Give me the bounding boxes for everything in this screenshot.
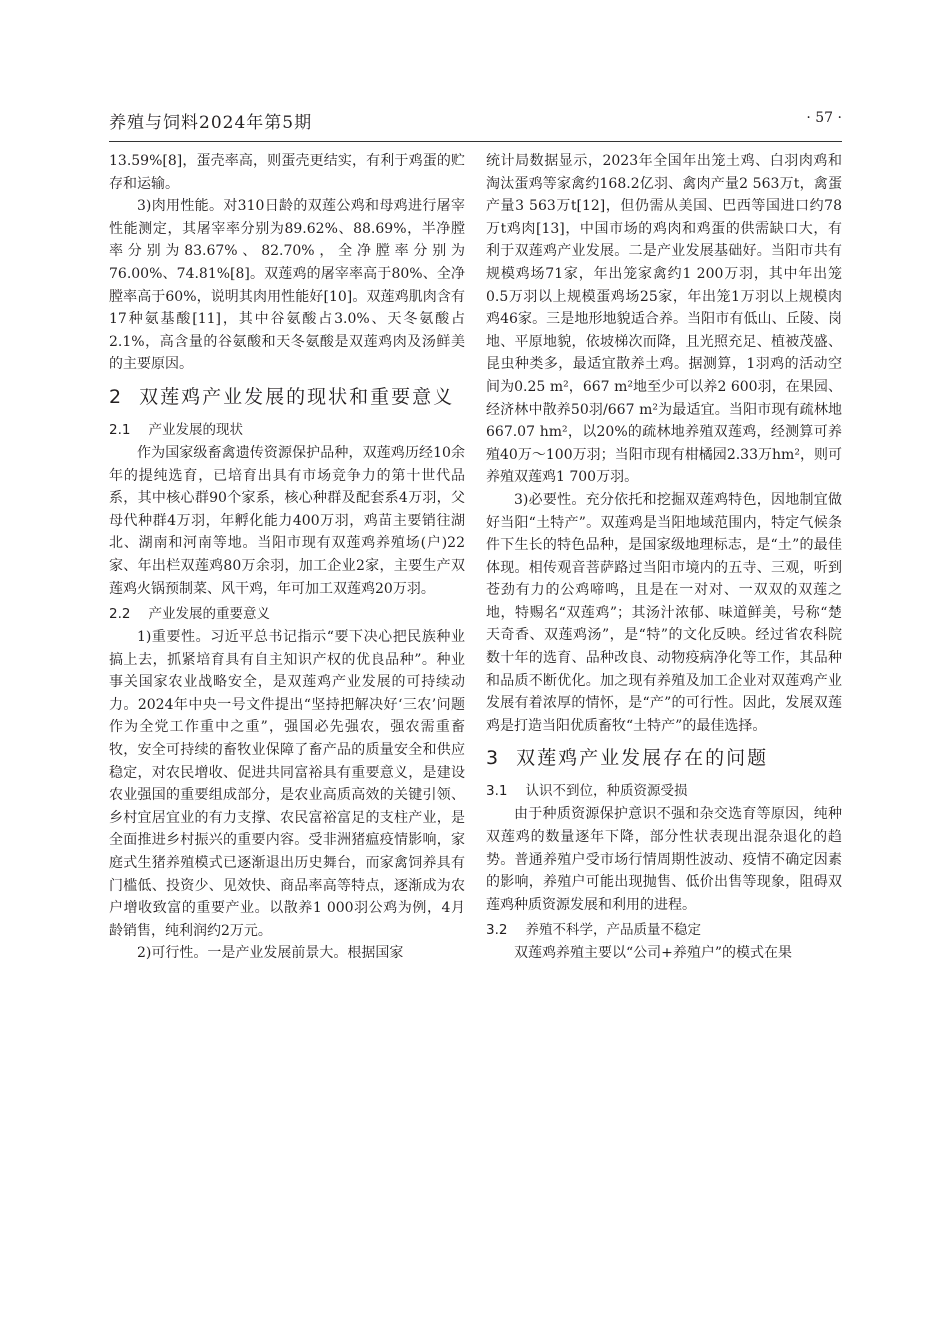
section-title: 双莲鸡产业发展的现状和重要意义 bbox=[139, 385, 455, 408]
subsection-number: 3.2 bbox=[486, 922, 508, 939]
paragraph: 统计局数据显示，2023年全国年出笼土鸡、白羽肉鸡和淘汰蛋鸡等家禽约168.2亿羽、禽肉产量2 563万t，禽蛋产量3 563万t[12]，但仍需从美国、巴西等国进口约78万t鸡肉[13]，中国市场的鸡肉和鸡蛋的供需缺口大，有利于双莲鸡产业发展。二是产业发展基础好。当阳市共有规模鸡场71家，年出笼家禽约1 200万羽，其中年出笼0.5万羽以上规模蛋鸡场25家，年出笼1万羽以上规模肉鸡46家。三是地形地貌适合养。当阳市有低山、丘陵、岗地、平原地貌，依坡梯次而降，且光照充足、植被茂盛、昆虫种类多，最适宜散养土鸡。据测算，1羽鸡的活动空间为0.25 m²，667 m²地至少可以养2 600羽，在果园、经济林中散养50羽/667 m²为最适宜。当阳市现有疏林地667.07 hm²，以20%的疏林地养殖双莲鸡，经测算可养殖40万～100万羽；当阳市现有柑橘园2.33万hm²，则可养殖双莲鸡1 700万羽。 bbox=[486, 153, 842, 486]
section-title: 双莲鸡产业发展存在的问题 bbox=[516, 747, 769, 770]
journal-title: 养殖与饲料2024年第5期 bbox=[109, 113, 313, 133]
paragraph: 2)可行性。一是产业发展前景大。根据国家 bbox=[137, 945, 404, 962]
subsection-heading bbox=[486, 779, 842, 803]
subsection-title: 产业发展的现状 bbox=[148, 421, 243, 438]
subsection-title: 认识不到位，种质资源受损 bbox=[525, 783, 688, 800]
subsection-number: 2.1 bbox=[109, 421, 131, 438]
subsection-number: 2.2 bbox=[109, 606, 131, 623]
header-rule bbox=[109, 141, 842, 142]
subsection-heading bbox=[109, 602, 465, 626]
section-number: 2 bbox=[109, 385, 124, 408]
section-heading bbox=[109, 383, 465, 412]
subsection-heading bbox=[109, 418, 465, 442]
paragraph: 双莲鸡养殖主要以“公司+养殖户”的模式在果 bbox=[514, 945, 793, 962]
right-column bbox=[486, 150, 842, 965]
paragraph: 作为国家级畜禽遗传资源保护品种，双莲鸡历经10余年的提纯选育，已培育出具有市场竞争力的第十世代品系，其中核心群90个家系，核心种群及配套系4万羽，父母代种群4万羽，年孵化能力400万羽，鸡苗主要销往湖北、湖南和河南等地。当阳市现有双莲鸡养殖场(户)22家、年出栏双莲鸡80万余羽，加工企业2家，主要生产双莲鸡火锅预制菜、风干鸡，年可加工双莲鸡20万羽。 bbox=[109, 444, 465, 597]
paragraph: 1)重要性。习近平总书记指示“要下决心把民族种业搞上去，抓紧培育具有自主知识产权的优良品种”。种业事关国家农业战略安全，是双莲鸡产业发展的可持续动力。2024年中央一号文件提出“坚持把解决好‘三农’问题作为全党工作重中之重”，强国必先强农，强农需重畜牧，安全可持续的畜牧业保障了畜产品的质量安全和供应稳定，对农民增收、促进共同富裕具有重要意义，是建设农业强国的重要组成部分，是农业高质高效的关键引领、乡村宜居宜业的有力支撑、农民富裕富足的支柱产业，是全面推进乡村振兴的重要内容。受非洲猪瘟疫情影响，家庭式生猪养殖模式已逐渐退出历史舞台，而家禽饲养具有门槛低、投资少、见效快、商品率高等特点，逐渐成为农户增收致富的重要产业。以散养1 000羽公鸡为例，4月龄销售，纯利润约2万元。 bbox=[109, 629, 465, 939]
section-heading bbox=[486, 744, 842, 773]
paragraph: 3)必要性。充分依托和挖掘双莲鸡特色，因地制宜做好当阳“土特产”。双莲鸡是当阳地域范围内，特定气候条件下生长的特色品种，是国家级地理标志，是“土”的最佳体现。相传观音菩萨路过当阳市境内的五寺、三观，听到苍劲有力的公鸡啼鸣，且是在一对对、一双双的双莲之地，特赐名“双莲鸡”；其汤汁浓郁、味道鲜美，号称“楚天奇香、双莲鸡汤”，是“特”的文化反映。经过省农科院数十年的选育、品种改良、动物疫病净化等工作，其品种和品质不断优化。加之现有养殖及加工企业对双莲鸡产业发展有着浓厚的情怀，是“产”的可行性。因此，发展双莲鸡是打造当阳优质畜牧“土特产”的最佳选择。 bbox=[486, 491, 842, 734]
subsection-title: 养殖不科学，产品质量不稳定 bbox=[525, 922, 701, 939]
subsection-title: 产业发展的重要意义 bbox=[148, 606, 270, 623]
section-number: 3 bbox=[486, 747, 501, 770]
paragraph: 由于种质资源保护意识不强和杂交选育等原因，纯种双莲鸡的数量逐年下降，部分性状表现出混杂退化的趋势。普通养殖户受市场行情周期性波动、疫情不确定因素的影响，养殖户可能出现抛售、低价出售等现象，阻碍双莲鸡种质资源发展和利用的进程。 bbox=[486, 806, 842, 913]
subsection-heading bbox=[486, 918, 842, 942]
paragraph: 13.59%[8]，蛋壳率高，则蛋壳更结实，有利于鸡蛋的贮存和运输。 bbox=[109, 153, 465, 192]
paragraph: 3)肉用性能。对310日龄的双莲公鸡和母鸡进行屠宰性能测定，其屠宰率分别为89.62%、88.69%，半净膛率分别为83.67%、82.70%，全净膛率分别为76.00%、74.81%[8]。双莲鸡的屠宰率高于80%、全净膛率高于60%，说明其肉用性能好[10]。双莲鸡肌肉含有17种氨基酸[11]，其中谷氨酸占3.0%、天冬氨酸占2.1%，高含量的谷氨酸和天冬氨酸是双莲鸡肉及汤鲜美的主要原因。 bbox=[109, 198, 465, 373]
left-column bbox=[109, 150, 465, 965]
running-header bbox=[109, 108, 842, 144]
subsection-number: 3.1 bbox=[486, 783, 508, 800]
page-number: · 57 · bbox=[806, 110, 842, 126]
